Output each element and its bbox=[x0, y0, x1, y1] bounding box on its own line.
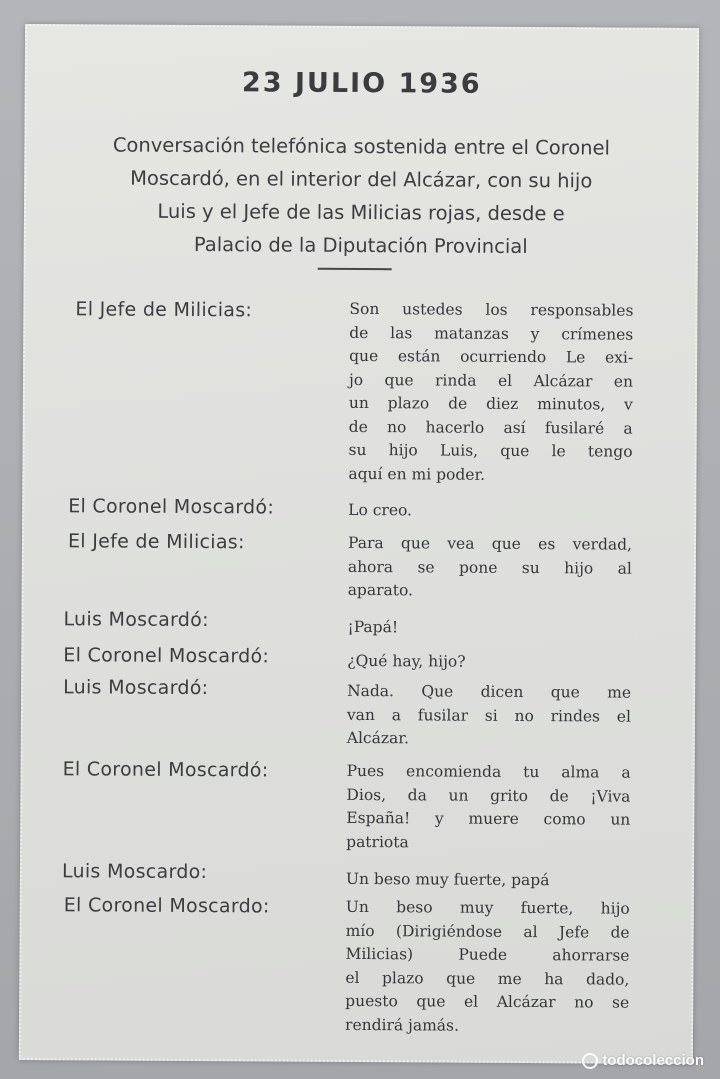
speech-line: jo que rinda el Alcázar en bbox=[348, 370, 634, 391]
speech-line: España! y muere como un bbox=[346, 808, 631, 829]
speech-text bbox=[347, 650, 631, 675]
speech-line: ¡Papá! bbox=[347, 617, 399, 637]
speech-line: el plazo que me ha dado, bbox=[345, 968, 630, 989]
speech-line: patriota bbox=[346, 832, 409, 851]
speech-line: Pues encomienda tu alma a bbox=[346, 761, 631, 782]
speech-line: Son ustedes los responsables bbox=[349, 299, 634, 320]
speech-text bbox=[348, 298, 633, 488]
speech-text bbox=[347, 616, 631, 641]
speech-line: van a fusilar si no rindes el bbox=[346, 705, 632, 726]
speech-line: aparato. bbox=[347, 580, 414, 600]
speech-line: un plazo de diez minutos, v bbox=[348, 393, 633, 414]
speech-line: que están ocurriendo Le exi- bbox=[349, 346, 634, 367]
speaker-name: El Coronel Moscardó: bbox=[63, 644, 270, 668]
watermark-text: todocoleccion bbox=[602, 1052, 704, 1069]
speech-line: rendirá jamás. bbox=[345, 1015, 460, 1035]
speech-line: de las matanzas y crímenes bbox=[349, 323, 634, 344]
intro-line: Luis y el Jefe de las Milicias rojas, desde e bbox=[157, 199, 565, 226]
dialogue-row bbox=[22, 608, 696, 637]
speech-line: puesto que el Alcázar no se bbox=[345, 991, 630, 1012]
speech-line: Milicias) Puede ahorrarse bbox=[345, 944, 630, 965]
intro-line: Conversación telefónica sostenida entre el Coronel bbox=[112, 133, 611, 160]
speech-line: ahora se pone su hijo al bbox=[347, 557, 632, 578]
speaker-name: El Jefe de Milicias: bbox=[75, 298, 253, 322]
intro-paragraph bbox=[76, 128, 647, 263]
dialogue-row bbox=[20, 894, 694, 1035]
speech-line: Dios, da un grito de ¡Viva bbox=[346, 785, 631, 806]
dialogue-row bbox=[21, 644, 695, 671]
dialogue-row bbox=[20, 860, 694, 890]
speech-line: Alcázar. bbox=[346, 728, 409, 748]
speech-line: Un beso muy fuerte, hijo bbox=[345, 897, 630, 918]
dialogue-row bbox=[21, 676, 695, 748]
speech-text bbox=[346, 760, 631, 856]
speaker-name: El Jefe de Milicias: bbox=[67, 530, 245, 554]
speech-line: mío (Dirigiéndose al Jefe de bbox=[345, 921, 630, 942]
speaker-name: Luis Moscardo: bbox=[61, 860, 208, 884]
dialogue-row bbox=[22, 495, 696, 520]
dialogue-row bbox=[24, 296, 698, 484]
speech-line: Un beso muy fuerte, papá bbox=[345, 869, 550, 890]
speech-line: Nada. Que dicen que me bbox=[347, 681, 632, 702]
speaker-name: Luis Moscardó: bbox=[63, 608, 209, 632]
speaker-name: Luis Moscardó: bbox=[63, 676, 209, 700]
speech-line: de no hacerlo así fusilaré a bbox=[348, 417, 633, 438]
site-watermark bbox=[582, 1052, 704, 1069]
speech-text bbox=[348, 499, 632, 524]
postcard bbox=[19, 24, 699, 1064]
speech-line: aquí en mi poder. bbox=[348, 464, 486, 484]
speech-text bbox=[346, 868, 630, 893]
intro-line: Moscardó, en el interior del Alcázar, con su hijo bbox=[130, 166, 593, 193]
speech-text bbox=[347, 680, 631, 752]
dialogue-row bbox=[22, 530, 696, 600]
divider-rule bbox=[318, 268, 392, 270]
speaker-name: El Coronel Moscardó: bbox=[62, 758, 269, 782]
speech-text bbox=[345, 896, 630, 1039]
speech-line: su hijo Luis, que le tengo bbox=[348, 440, 633, 461]
watermark-logo-icon bbox=[582, 1053, 598, 1069]
speech-text bbox=[348, 532, 632, 604]
date-title: 23 JULIO 1936 bbox=[241, 67, 482, 100]
speech-line: Para que vea que es verdad, bbox=[347, 533, 633, 554]
speech-line: ¿Qué hay, hijo? bbox=[347, 651, 466, 671]
dialogue-row bbox=[21, 758, 695, 851]
speaker-name: El Coronel Moscardo: bbox=[63, 894, 270, 918]
intro-line: Palacio de la Diputación Provincial bbox=[193, 232, 528, 259]
speaker-name: El Coronel Moscardó: bbox=[68, 495, 275, 519]
speech-line: Lo creo. bbox=[348, 500, 413, 520]
